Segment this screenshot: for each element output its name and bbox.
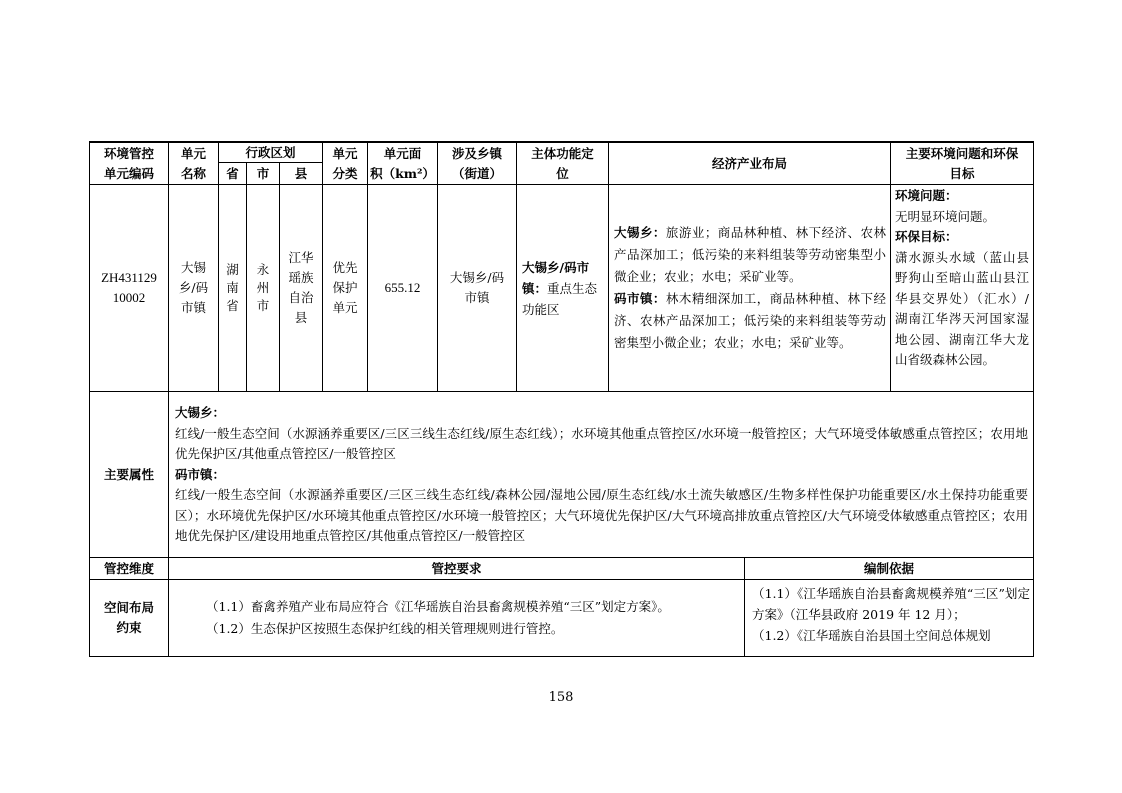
control-basis: [752, 583, 1030, 656]
control-requirements: [206, 596, 736, 652]
main-function: [522, 185, 604, 391]
main-function-bold: 大锡乡/码市镇：: [522, 259, 590, 296]
unit-code-line1: ZH431129: [101, 270, 157, 285]
header-unit-code: [90, 143, 168, 184]
economy-layout: [614, 185, 886, 391]
towns: [438, 185, 516, 391]
economy-text: [614, 222, 886, 354]
unit-type-line2: 保护: [332, 280, 358, 295]
control-header-bottom-line: [89, 579, 1034, 580]
county-line2: 瑶族: [288, 270, 314, 285]
control-basis-header: 编制依据: [863, 560, 914, 576]
control-dimension-line2: 约束: [116, 620, 142, 635]
city-value: 永州市: [256, 262, 270, 313]
unit-name: [169, 185, 218, 391]
header-function-line1: 主体功能定: [531, 145, 594, 161]
attributes-label: 主要属性: [103, 466, 154, 482]
header-unit-name: [169, 143, 218, 184]
header-unit-name-line2: 名称: [180, 165, 206, 181]
issues-text: 无明显环境问题。: [895, 208, 996, 224]
header-function-line2: 位: [556, 165, 569, 181]
unit-area: 655.12: [384, 280, 421, 295]
row-bottom-line: [89, 391, 1034, 392]
issues-goals: [895, 186, 1029, 391]
control-basis-1: （1.1）《江华瑶族自治县畜禽规模养殖“三区”划定方案》（江华县政府 2019 年 12 月）；: [752, 586, 1030, 622]
towns-line1: 大锡乡/码: [449, 270, 505, 285]
county-line1: 江华: [288, 250, 314, 265]
control-dim-header: 管控维度: [103, 560, 154, 576]
header-unit-area-line1: 单元面: [383, 145, 422, 161]
header-function: [517, 143, 608, 184]
header-unit-type-line1: 单元: [332, 145, 358, 161]
control-dimension: [90, 580, 168, 656]
attributes-town1-text: 红线/一般生态空间（水源涵养重要区/三区三线生态红线/原生态红线）；水环境其他重点管控区/水环境一般管控区；大气环境受体敏感重点管控区；农用地优先保护区/其他重点管控区/一般管控区: [175, 425, 1028, 461]
attributes-content: [175, 403, 1028, 553]
unit-type: [323, 185, 367, 391]
table-border-bottom: [89, 656, 1034, 657]
header-issues-line1: 主要环境问题和环保: [905, 145, 1019, 161]
county-line3: 自治: [288, 290, 314, 305]
county-cell: [280, 185, 322, 391]
header-unit-name-line1: 单元: [180, 145, 206, 161]
unit-type-line3: 单元: [332, 300, 358, 315]
unit-name-line1: 大锡: [180, 260, 206, 275]
control-req-header: 管控要求: [431, 560, 482, 576]
towns-line2: 市镇: [464, 290, 490, 305]
header-city: 市: [256, 165, 270, 181]
unit-name-line2: 乡/码: [178, 280, 209, 295]
control-basis-2: （1.2）《江华瑶族自治县国土空间总体规划: [752, 628, 991, 643]
header-towns: [438, 143, 516, 184]
table-border-right: [1033, 141, 1034, 657]
control-req-2: （1.2）生态保护区按照生态保护红线的相关管理规则进行管控。: [206, 621, 564, 636]
unit-code-line2: 10002: [112, 290, 146, 305]
province-value: 湖南省: [226, 262, 239, 313]
economy-para-1: [614, 222, 886, 288]
header-unit-area: [368, 143, 437, 184]
header-province: 省: [226, 165, 239, 181]
main-function-text: [522, 257, 604, 320]
economy-para-2: [614, 288, 886, 354]
attributes-town1: 大锡乡：: [175, 405, 226, 420]
header-economy: 经济产业布局: [711, 155, 787, 171]
goals-label: 环保目标：: [895, 229, 958, 244]
attributes-town2-text: 红线/一般生态空间（水源涵养重要区/三区三线生态红线/森林公园/湿地公园/原生态红线/水土流失敏感区/生物多样性保护功能重要区/水土保持功能重要区）；水环境优先保护区/水环境其他重点管控区/水环境一般管控区；大气环境优先保护区/大气环境高排放重点管控区/大气环境受体敏感重点管控区；农用地优先保护区/建设用地重点管控区/其他重点管控区/一般管控区: [175, 487, 1028, 543]
main-function-rest: 重点生态功能区: [522, 280, 598, 317]
header-county: 县: [294, 165, 308, 181]
goals-text: 潇水源头水域（蓝山县野狗山至暗山蓝山县江华县交界处）（汇水）/湖南江华涔天河国家湿地公园、湖南江华大龙山省级森林公园。: [895, 249, 1029, 367]
header-unit-type: [323, 143, 367, 184]
unit-type-line1: 优先: [332, 260, 358, 275]
header-issues-line2: 目标: [949, 165, 975, 181]
header-admin-division: 行政区划: [245, 144, 296, 160]
province-cell: [219, 185, 246, 391]
header-unit-type-line2: 分类: [332, 165, 358, 181]
header-issues: [891, 143, 1033, 184]
unit-code: [90, 185, 168, 391]
economy-town1: 大锡乡：: [614, 225, 666, 240]
economy-town2-text: 林木精细深加工，商品林种植、林下经济、农林产品深加工；低污染的来料组装等劳动密集型小微企业；农业；水电；采矿业等。: [614, 291, 886, 350]
county-line4: 县: [294, 310, 308, 325]
issues-label: 环境问题：: [895, 188, 958, 203]
economy-town2: 码市镇：: [614, 291, 666, 306]
control-req-1: （1.1）畜禽养殖产业布局应符合《江华瑶族自治县畜禽规模养殖“三区”划定方案》。: [206, 599, 670, 614]
header-unit-area-line2: 积（km²）: [370, 165, 435, 181]
header-unit-code-line1: 环境管控: [103, 145, 154, 161]
attributes-town2: 码市镇：: [175, 466, 226, 482]
economy-town1-text: 旅游业；商品林种植、林下经济、农林产品深加工；低污染的来料组装等劳动密集型小微企业；农业；水电；采矿业等。: [614, 225, 886, 284]
control-dimension-line1: 空间布局: [103, 600, 154, 615]
vline-attr: [168, 391, 169, 657]
unit-name-line3: 市镇: [180, 300, 206, 315]
page-number: 158: [548, 690, 574, 705]
header-unit-code-line2: 单元编码: [103, 165, 154, 181]
header-towns-line1: 涉及乡镇: [451, 145, 502, 161]
city-cell: [247, 185, 279, 391]
header-towns-line2: （街道）: [451, 165, 502, 181]
